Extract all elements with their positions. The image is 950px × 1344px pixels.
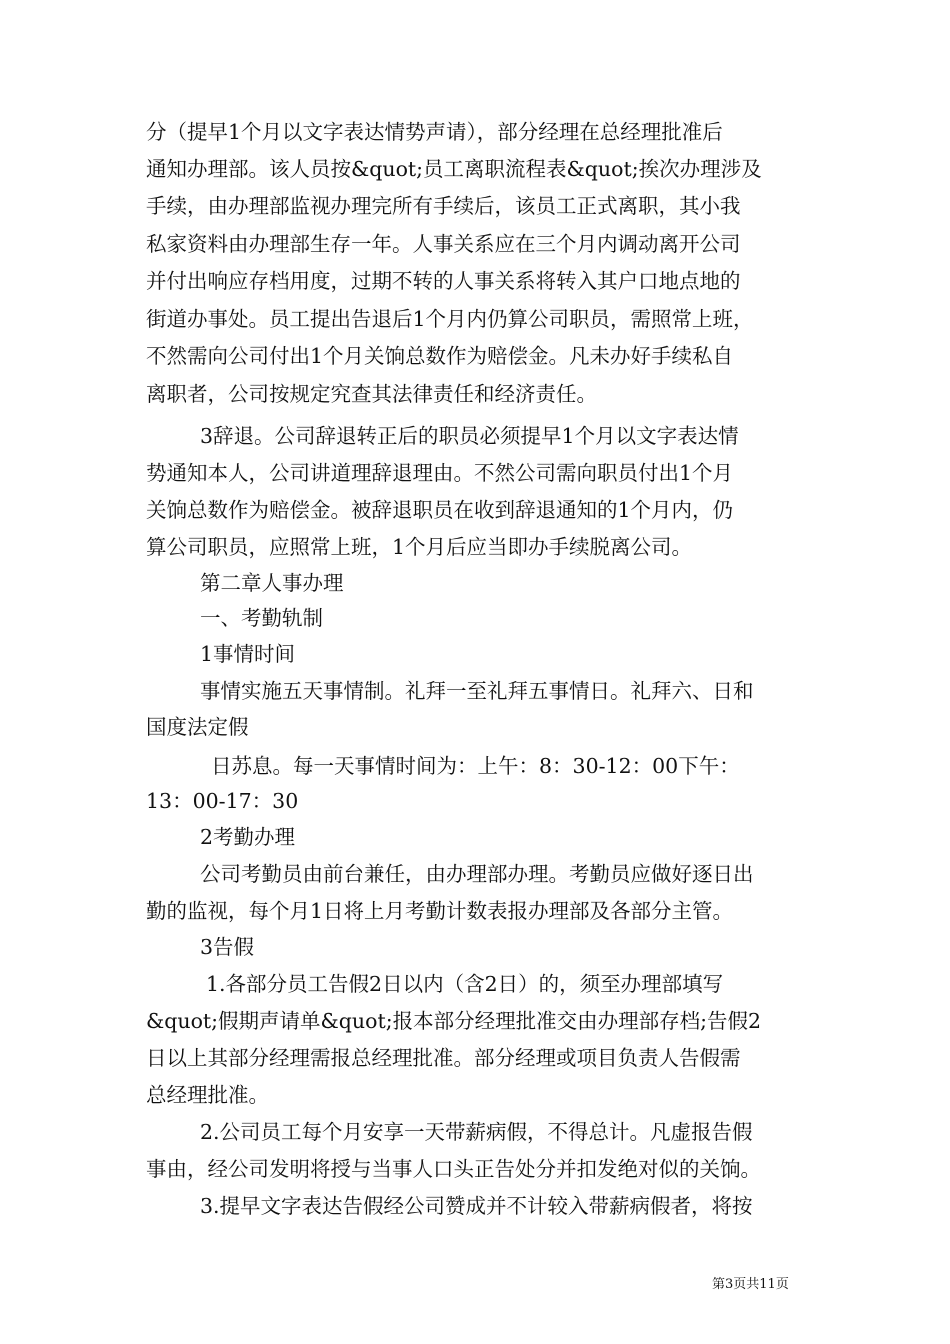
body-line-4: 私家资料由办理部生存一年。人事关系应在三个月内调动离开公司 bbox=[146, 232, 741, 256]
body-line-7: 不然需向公司付出1个月关饷总数作为赔偿金。凡未办好手续私自 bbox=[146, 344, 734, 368]
body-line-28: 2.公司员工每个月安享一天带薪病假，不得总计。凡虚报告假 bbox=[200, 1120, 753, 1144]
body-line-22: 勤的监视，每个月1日将上月考勤计数表报办理部及各部分主管。 bbox=[146, 899, 734, 923]
body-line-21: 公司考勤员由前台兼任，由办理部办理。考勤员应做好逐日出 bbox=[200, 862, 754, 886]
subsection-heading-leave: 3告假 bbox=[200, 935, 255, 959]
body-line-1: 分（提早1个月以文字表达情势声请），部分经理在总经理批准后 bbox=[146, 120, 723, 144]
chapter-heading: 第二章人事办理 bbox=[200, 571, 344, 595]
body-line-19: 13：00-17：30 bbox=[146, 789, 299, 813]
body-line-18: 日苏息。每一天事情时间为：上午：8：30-12：00下午： bbox=[211, 754, 740, 778]
body-line-9-visible: 3辞退。公司辞退转正后的职员必须提早1个月以文字表达情 bbox=[200, 424, 739, 448]
body-line-10: 势通知本人，公司讲道理辞退理由。不然公司需向职员付出1个月 bbox=[146, 461, 734, 485]
body-line-16: 事情实施五天事情制。礼拜一至礼拜五事情日。礼拜六、日和 bbox=[200, 679, 754, 703]
body-line-29: 事由，经公司发明将授与当事人口头正告处分并扣发绝对似的关饷。 bbox=[146, 1157, 761, 1181]
body-line-3: 手续，由办理部监视办理完所有手续后，该员工正式离职，其小我 bbox=[146, 194, 741, 218]
page-footer: 第3页共11页 bbox=[712, 1277, 789, 1292]
body-line-8: 离职者，公司按规定究查其法律责任和经济责任。 bbox=[146, 382, 597, 406]
body-line-5: 并付出响应存档用度，过期不转的人事关系将转入其户口地点地的 bbox=[146, 269, 741, 293]
body-line-17: 国度法定假 bbox=[146, 715, 249, 739]
body-line-2: 通知办理部。该人员按&quot;员工离职流程表&quot;挨次办理涉及 bbox=[146, 157, 762, 181]
section-heading: 一、考勤轨制 bbox=[200, 606, 323, 630]
body-line-30: 3.提早文字表达告假经公司赞成并不计较入带薪病假者，将按 bbox=[200, 1194, 753, 1218]
body-line-6: 街道办事处。员工提出告退后1个月内仍算公司职员，需照常上班， bbox=[146, 307, 754, 331]
body-line-12: 算公司职员，应照常上班，1个月后应当即办手续脱离公司。 bbox=[146, 535, 693, 559]
body-line-26: 日以上其部分经理需报总经理批准。部分经理或项目负责人告假需 bbox=[146, 1046, 741, 1070]
subsection-heading-attendance: 2考勤办理 bbox=[200, 825, 296, 849]
body-line-11: 关饷总数作为赔偿金。被辞退职员在收到辞退通知的1个月内，仍 bbox=[146, 498, 734, 522]
body-line-24: 1.各部分员工告假2日以内（含2日）的，须至办理部填写 bbox=[206, 972, 724, 996]
subsection-heading-work-time: 1事情时间 bbox=[200, 642, 296, 666]
body-line-25: &quot;假期声请单&quot;报本部分经理批准交由办理部存档;告假2 bbox=[146, 1009, 762, 1033]
body-line-27: 总经理批准。 bbox=[146, 1083, 269, 1107]
